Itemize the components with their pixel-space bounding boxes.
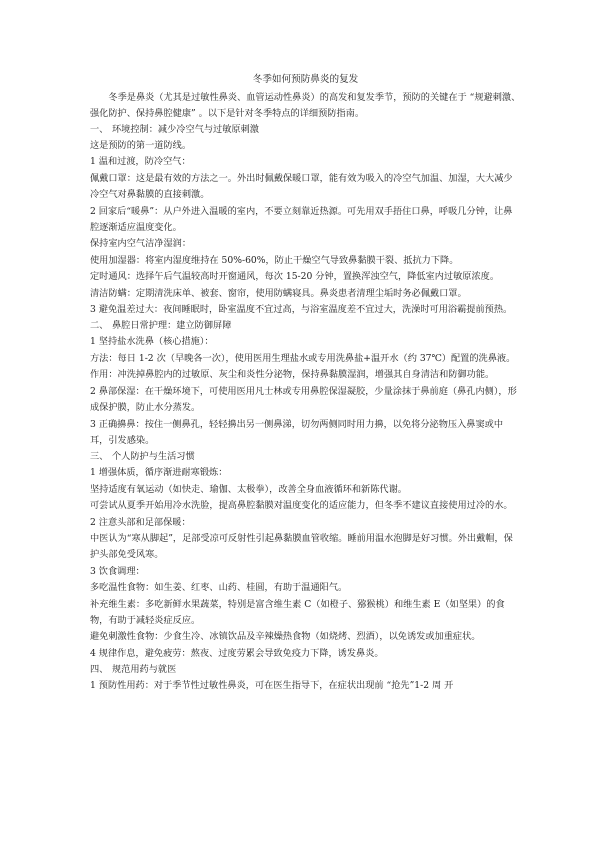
paragraph: 1 增强体质，循序渐进耐寒锻炼：	[90, 467, 228, 479]
section-4-title: 规范用药与就医	[112, 664, 177, 676]
paragraph: 1 坚持盐水洗鼻（核心措施）：	[90, 336, 214, 348]
section-1-number: 一、	[90, 124, 109, 135]
paragraph: 3 正确擤鼻：按住一侧鼻孔，轻轻擤出另一侧鼻涕，切勿两侧同时用力擤，以免将分泌物压入鼻窦或中耳，引发感染。	[90, 418, 504, 446]
paragraph: 保持室内空气洁净湿润：	[90, 238, 192, 250]
paragraph: 作用：冲洗掉鼻腔内的过敏原、灰尘和炎性分泌物，保持鼻黏膜湿润，增强其自身清洁和防御功能。	[90, 369, 495, 381]
paragraph: 2 鼻部保湿：在干燥环境下，可使用医用凡士林或专用鼻腔保湿凝胶，少量涂抹于鼻前庭（鼻孔内侧），形成保护膜，防止水分蒸发。	[90, 385, 517, 414]
paragraph: 2 注意头部和足部保暖：	[90, 516, 191, 528]
document-title: 冬季如何预防鼻炎的复发	[252, 74, 359, 85]
paragraph: 定时通风：选择午后气温较高时开窗通风，每次 15-20 分钟，置换浑浊空气，降低室内过敏原浓度。	[90, 271, 500, 283]
paragraph: 佩戴口罩：这是最有效的方法之一。外出时佩戴保暖口罩，能有效为吸入的冷空气加温、加湿，大大减少冷空气对鼻黏膜的直接刺激。	[90, 172, 513, 201]
section-4-heading	[90, 662, 521, 678]
paragraph: 这是预防的第一道防线。	[90, 140, 192, 151]
paragraph: 方法：每日 1-2 次（早晚各一次），使用医用生理盐水或专用洗鼻盐+温开水（约 37℃）配置的洗鼻液。	[90, 352, 516, 364]
section-1-heading	[90, 122, 521, 138]
paragraph: 4 规律作息，避免疲劳：熬夜、过度劳累会导致免疫力下降，诱发鼻炎。	[90, 647, 384, 659]
paragraph: 3 饮食调理：	[90, 565, 145, 577]
paragraph: 可尝试从夏季开始用冷水洗脸，提高鼻腔黏膜对温度变化的适应能力，但冬季不建议直接使用过冷的水。	[90, 500, 513, 512]
paragraph: 中医认为“寒从脚起”，足部受凉可反射性引起鼻黏膜血管收缩。睡前用温水泡脚是好习惯。外出戴帽，保护头部免受风寒。	[90, 532, 513, 561]
section-3-title: 个人防护与生活习惯	[112, 451, 195, 463]
section-1-title: 环境控制：减少冷空气与过敏原刺激	[112, 124, 259, 135]
paragraph: 1 预防性用药：对于季节性过敏性鼻炎，可在医生指导下，在症状出现前 “抢先”1-2 周 开	[90, 680, 454, 692]
paragraph: 避免刺激性食物：少食生冷、冰镇饮品及辛辣燥热食物（如烧烤、烈酒），以免诱发或加重症状。	[90, 631, 481, 643]
intro-paragraph: 冬季是鼻炎（尤其是过敏性鼻炎、血管运动性鼻炎）的高发和复发季节，预防的关键在于 “规避刺激、强化防护、保持鼻腔健康” 。以下是针对冬季特点的详细预防指南。	[90, 92, 521, 119]
section-2-heading	[90, 318, 521, 334]
paragraph: 补充维生素：多吃新鲜水果蔬菜，特别是富含维生素 C（如橙子、猕猴桃）和维生素 E（如坚果）的食物，有助于减轻炎症反应。	[90, 598, 505, 626]
section-3-number: 三、	[90, 451, 109, 463]
paragraph: 清洁防螨：定期清洗床单、被套、窗帘，使用防螨寝具。鼻炎患者清理尘垢时务必佩戴口罩。	[90, 287, 467, 299]
paragraph: 坚持适度有氧运动（如快走、瑜伽、太极拳），改善全身血液循环和新陈代谢。	[90, 483, 407, 495]
paragraph: 多吃温性食物：如生姜、红枣、山药、桂圆，有助于温通阳气。	[90, 582, 348, 594]
paragraph: 3 避免温差过大：夜间睡眠时，卧室温度不宜过高，与浴室温度差不宜过大，洗澡时可用浴霸提前预热。	[90, 304, 513, 316]
paragraph: 1 温和过渡，防冷空气：	[90, 156, 191, 168]
section-2-title: 鼻腔日常护理：建立防御屏障	[112, 320, 232, 332]
paragraph: 2 回家后“暖鼻”：从户外进入温暖的室内，不要立刻靠近热源。可先用双手捂住口鼻，呼吸几分钟，让鼻腔逐渐适应温度变化。	[90, 205, 513, 234]
section-4-number: 四、	[90, 664, 109, 676]
section-3-heading	[90, 449, 521, 465]
paragraph: 使用加湿器：将室内湿度维持在 50%-60%，防止干燥空气导致鼻黏膜干裂、抵抗力下降。	[90, 254, 459, 266]
section-2-number: 二、	[90, 320, 109, 332]
